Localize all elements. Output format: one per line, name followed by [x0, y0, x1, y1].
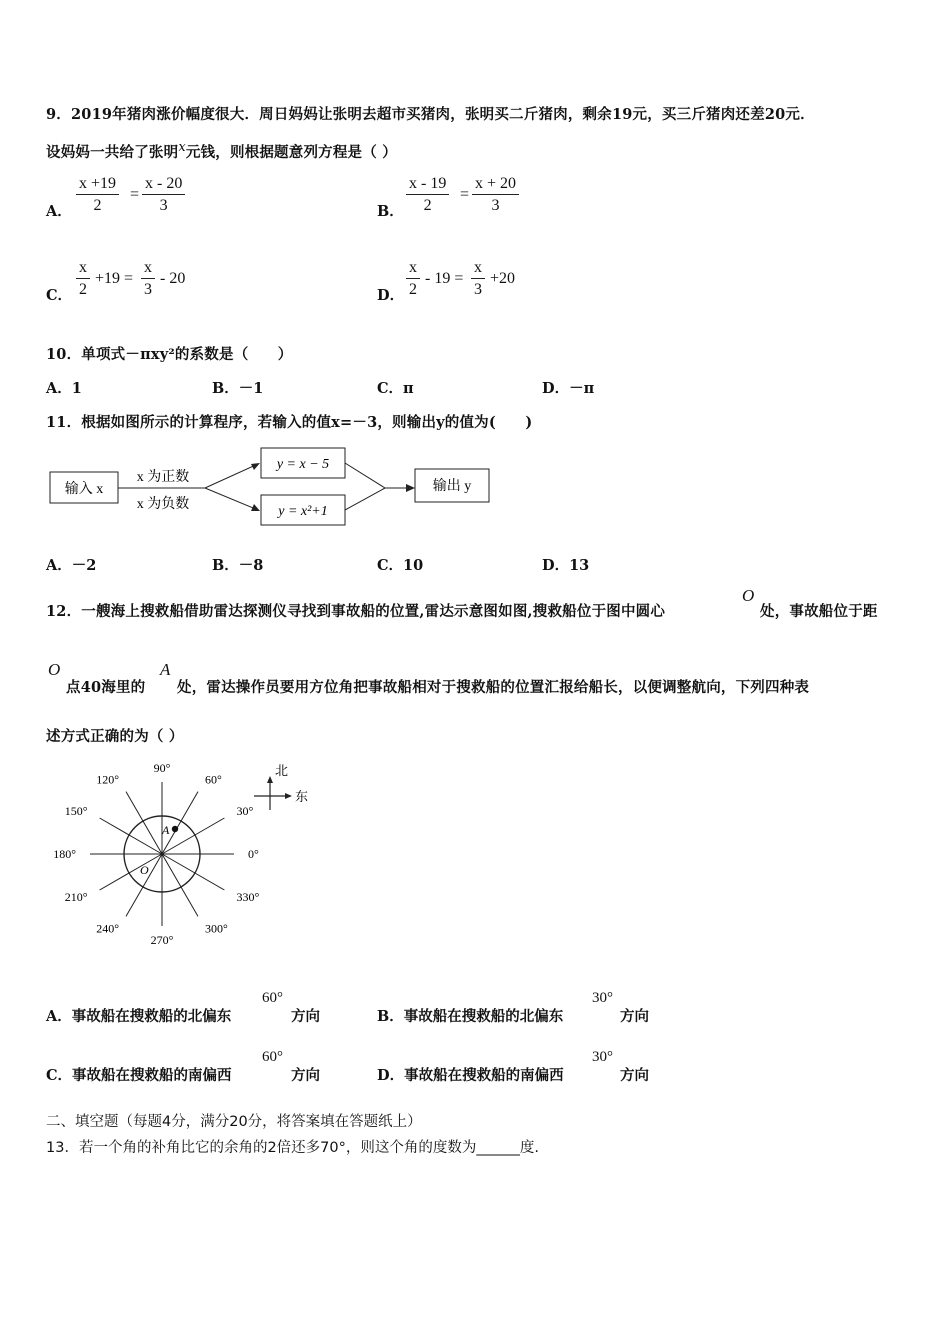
- q9-b-eq: =: [460, 186, 470, 203]
- q12-line2a: 点40海里的: [66, 679, 146, 696]
- flow-arrow-output: [406, 484, 415, 492]
- q9-b-right-fraction: [472, 174, 519, 217]
- section2-title: 二、填空题（每题4分，满分20分，将答案填在答题纸上）: [46, 1114, 422, 1130]
- q9-a-left-fraction: [76, 174, 119, 217]
- q13-blank[interactable]: ______: [476, 1140, 520, 1156]
- q12-line1b: 处，事故船位于距: [760, 603, 878, 620]
- q11-flowchart: [40, 438, 510, 533]
- q9-a-left-num: x +19: [76, 174, 119, 195]
- compass-north-arrow-icon: [267, 776, 273, 783]
- radar-angle-label-210: 210°: [64, 890, 88, 904]
- q12-var-o-inline: O: [742, 586, 755, 605]
- radar-point-o-label: O: [140, 863, 149, 877]
- q9-b-left-num: x - 19: [406, 174, 449, 195]
- radar-spoke-150: [100, 818, 162, 854]
- q9-d-left-den: 2: [409, 281, 417, 298]
- q9-b-right-den: 3: [491, 197, 500, 214]
- q12-option-a-degree: 60°: [262, 990, 283, 1006]
- radar-angle-label-330: 330°: [236, 890, 260, 904]
- radar-angle-label-300: 300°: [205, 921, 228, 936]
- radar-spoke-300: [162, 854, 198, 916]
- q13-text: [46, 1136, 539, 1157]
- radar-spoke-330: [162, 854, 224, 890]
- q9-d-right-num: x: [471, 258, 485, 279]
- q9-b-left-den: 2: [423, 197, 432, 214]
- q10-option-b: B．－1: [212, 380, 264, 397]
- q9-d-right-fraction: [471, 258, 485, 301]
- q13-text-b: 度.: [519, 1140, 539, 1156]
- radar-angle-label-30: 30°: [236, 804, 254, 818]
- q10-option-a: A．1: [46, 380, 82, 397]
- q12-option-d-tail: 方向: [620, 1067, 649, 1084]
- radar-spoke-120: [126, 792, 162, 854]
- q11-option-a: A．－2: [46, 557, 97, 574]
- radar-angle-label-180: 180°: [53, 847, 76, 861]
- q9-c-right-num: x: [141, 258, 155, 279]
- radar-angle-label-90: 90°: [153, 761, 171, 775]
- q9-line2: [46, 141, 397, 162]
- q12-radar-diagram: [40, 758, 320, 958]
- q12-option-c-degree: 60°: [262, 1049, 283, 1065]
- flow-merge-bottom: [345, 488, 385, 510]
- flow-arrow-top: [251, 463, 260, 470]
- flow-merge-top: [345, 463, 385, 488]
- flow-output-label: 输出 y: [432, 479, 472, 494]
- q12-option-b-tail: 方向: [620, 1008, 649, 1025]
- q9-c-left-fraction: [76, 258, 90, 301]
- q11-option-b: B．－8: [212, 557, 264, 574]
- q9-option-d-label: D．: [377, 287, 405, 304]
- q12-line2b: 处，雷达操作员要用方位角把事故船相对于搜救船的位置汇报给船长，以便调整航向，下列四种表: [177, 679, 810, 696]
- radar-angle-label-240: 240°: [96, 921, 119, 936]
- flow-cond-positive: x 为正数: [136, 470, 190, 485]
- q9-a-right-num: x - 20: [142, 174, 185, 195]
- q12-option-a-tail: 方向: [291, 1008, 320, 1025]
- q9-line1: 9．2019年猪肉涨价幅度很大．周日妈妈让张明去超市买猪肉，张明买二斤猪肉，剩余19元，买三斤猪肉还差20元．: [46, 106, 815, 123]
- q9-b-left-fraction: [406, 174, 449, 217]
- q10-text: 10．单项式－πxy²的系数是（ ）: [46, 346, 293, 363]
- q12-option-a: A．事故船在搜救船的北偏东: [46, 1008, 232, 1025]
- q9-d-tail: +20: [490, 270, 516, 287]
- q9-c-right-den: 3: [144, 281, 152, 298]
- q9-d-mid: - 19 =: [425, 270, 464, 287]
- q9-a-left-den: 2: [93, 197, 102, 214]
- radar-spoke-30: [162, 818, 224, 854]
- q9-line2a: 设妈妈一共给了张明: [46, 144, 179, 161]
- q9-c-left-den: 2: [79, 281, 87, 298]
- radar-point-a-label: A: [162, 823, 170, 837]
- q9-c-left-num: x: [76, 258, 90, 279]
- q9-a-right-den: 3: [159, 197, 168, 214]
- q12-var-a: A: [160, 660, 171, 679]
- q9-c-right-fraction: [141, 258, 155, 301]
- q12-option-c: C．事故船在搜救船的南偏西: [46, 1067, 232, 1084]
- radar-angle-label-60: 60°: [205, 772, 222, 787]
- q9-b-right-num: x + 20: [472, 174, 519, 195]
- compass-north-label: 北: [275, 763, 289, 778]
- flow-branch-top: [205, 464, 258, 488]
- q12-option-d: D．事故船在搜救船的南偏西: [377, 1067, 564, 1084]
- q12-option-c-tail: 方向: [291, 1067, 320, 1084]
- q13-text-a: 13．若一个角的补角比它的余角的2倍还多70°，则这个角的度数为: [46, 1140, 477, 1156]
- q10-option-c: C．π: [377, 380, 414, 397]
- q11-option-c: C．10: [377, 557, 424, 574]
- q12-option-b-degree: 30°: [592, 990, 613, 1006]
- flow-formula-top: y = x − 5: [276, 457, 330, 472]
- q11-text: 11．根据如图所示的计算程序，若输入的值x=－3，则输出y的值为( ): [46, 414, 533, 431]
- flow-formula-bottom: y = x²+1: [278, 504, 328, 519]
- radar-angle-label-120: 120°: [96, 772, 119, 787]
- q9-option-a-label: A．: [46, 203, 72, 220]
- q12-option-d-degree: 30°: [592, 1049, 613, 1065]
- q9-line2b: 元钱，则根据题意列方程是（ ）: [185, 144, 397, 161]
- q9-d-left-num: x: [406, 258, 420, 279]
- compass-east-label: 东: [295, 789, 309, 804]
- q10-option-d: D．－π: [542, 380, 595, 397]
- q9-d-left-fraction: [406, 258, 420, 301]
- q9-c-tail: - 20: [160, 270, 186, 287]
- radar-point-a-dot: [172, 826, 178, 832]
- q9-a-eq: =: [130, 186, 140, 203]
- flow-branch-bottom: [205, 488, 258, 510]
- radar-spokes: [90, 782, 234, 926]
- q9-var-x: x: [178, 140, 186, 155]
- compass-east-arrow-icon: [285, 793, 292, 799]
- radar-angle-label-150: 150°: [64, 804, 88, 818]
- radar-spoke-210: [100, 854, 162, 890]
- q11-option-d: D．13: [542, 557, 590, 574]
- flow-cond-negative: x 为负数: [136, 497, 190, 512]
- radar-angle-label-270: 270°: [150, 933, 174, 947]
- q9-c-mid: +19 =: [95, 270, 134, 287]
- radar-angle-label-0: 0°: [248, 847, 259, 861]
- q12-var-o-line2: O: [48, 660, 61, 679]
- q9-option-b-label: B．: [377, 203, 404, 220]
- q9-d-right-den: 3: [474, 281, 482, 298]
- q9-option-c-label: C．: [46, 287, 73, 304]
- q12-line1: 12．一艘海上搜救船借助雷达探测仪寻找到事故船的位置,雷达示意图如图,搜救船位于图中圆心: [46, 603, 666, 620]
- q9-a-right-fraction: [142, 174, 185, 217]
- flow-input-label: 输入 x: [64, 482, 104, 497]
- q12-option-b: B．事故船在搜救船的北偏东: [377, 1008, 564, 1025]
- q12-line3: 述方式正确的为（ ）: [46, 728, 184, 745]
